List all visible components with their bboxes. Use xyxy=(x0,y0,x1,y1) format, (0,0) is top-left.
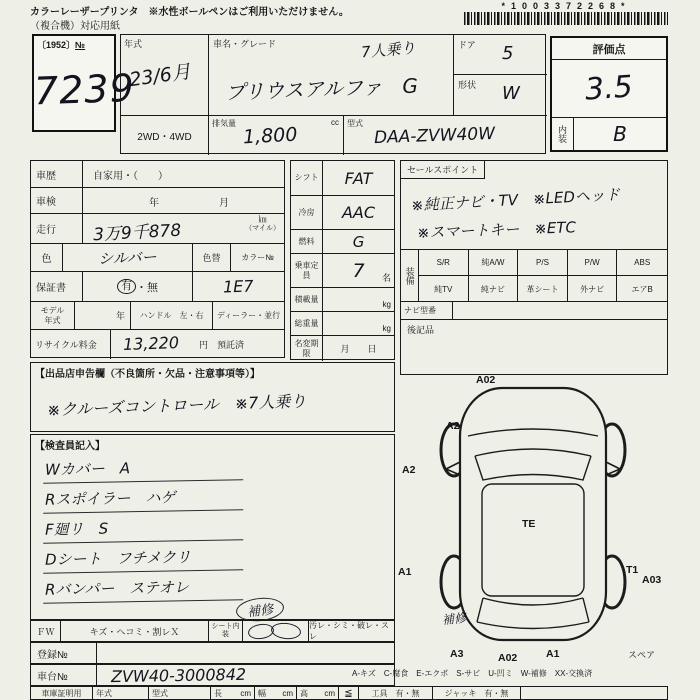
ac-value: AAC xyxy=(341,203,376,222)
dim-width-cell xyxy=(255,687,297,699)
seller-note: ※クルーズコントロール ※7人乗り xyxy=(46,391,307,420)
damage-mark: T1 xyxy=(626,564,639,576)
shift-cell xyxy=(323,161,394,195)
bottom-strip xyxy=(30,686,668,700)
equip-item: エアB xyxy=(631,284,653,294)
load-label: 積載量 xyxy=(291,288,323,311)
inspector-line: Dシート フチメクリ xyxy=(43,545,243,573)
color-no-label: カラー№ xyxy=(241,253,274,262)
row-fuel xyxy=(291,229,394,253)
inspector-line: Rスポイラー ハゲ xyxy=(43,485,243,513)
row-recycle xyxy=(31,329,284,359)
fw-row xyxy=(30,620,395,642)
interior-row xyxy=(552,117,666,150)
fw-label: ＦＷ xyxy=(31,621,61,641)
row-ac xyxy=(291,195,394,229)
equip-item: ABS xyxy=(617,250,667,276)
name-label: 車名・グレード xyxy=(213,39,277,49)
row-capacity xyxy=(291,253,394,287)
stain-options: 汚レ・シミ・破レ・スレ xyxy=(309,621,389,641)
lot-number: 7239 xyxy=(33,65,136,114)
handwritten-circle xyxy=(270,621,302,640)
name-cell xyxy=(209,35,454,115)
scribble-cell xyxy=(243,621,309,641)
navi-label: ナビ型番 xyxy=(401,302,453,319)
recycle-value: 13,220 xyxy=(122,333,180,354)
seats-note: 7人乗り xyxy=(360,38,417,62)
shaken-year: 年 xyxy=(149,198,159,209)
inspector-line: Rバンパー ステオレ xyxy=(43,575,243,603)
model-year-label xyxy=(31,302,75,329)
strip-year-label: 年式 xyxy=(93,687,149,699)
mileage-unit-km: ㎞ xyxy=(258,215,267,224)
vehicle-table xyxy=(120,34,546,154)
mileage-label: 走行 xyxy=(31,214,83,243)
lot-prefix: 〔1952〕 xyxy=(37,40,76,50)
fw-damage-options: キズ・ヘコミ・割レＸ xyxy=(61,621,209,641)
spare-label: スペア xyxy=(628,650,656,660)
capacity-value: 7 xyxy=(352,259,365,282)
cm-unit: cm xyxy=(282,688,293,698)
door-value: 5 xyxy=(502,43,514,64)
dim-height-cell xyxy=(297,687,339,699)
row-weight xyxy=(291,311,394,335)
sales-line1: ※純正ナビ・TV ※LEDヘッド xyxy=(410,185,621,215)
paper-note: （複合機）対応用紙 xyxy=(30,21,120,32)
sales-equip-box xyxy=(400,160,668,375)
year-value: 23/6月 xyxy=(127,60,193,92)
printer-note: カラーレーザープリンタ ※水性ボールペンはご利用いただけません。 xyxy=(30,7,349,18)
shape-cell xyxy=(454,75,547,115)
cm-unit: cm xyxy=(240,688,251,698)
drive-cell: 2WD・4WD xyxy=(121,115,209,155)
dim-length-cell xyxy=(211,687,255,699)
fuel-value: G xyxy=(352,232,365,251)
navi-row xyxy=(401,301,667,319)
interior-value: B xyxy=(613,122,627,146)
inspector-line: Wカバー A xyxy=(43,455,243,483)
repair-note-circled: 補修 xyxy=(235,596,285,624)
interior-label: 内装 xyxy=(552,118,574,150)
shape-label: 形状 xyxy=(458,80,477,90)
damage-mark: A1 xyxy=(398,566,412,578)
spec-table xyxy=(290,160,395,360)
equip-item: 純TV xyxy=(419,276,469,302)
dim-width-label: 幅 xyxy=(258,688,266,698)
lot-no-label: № xyxy=(75,40,86,50)
equip-item: S/R xyxy=(419,250,469,276)
dealer-label: ディーラー・並行 xyxy=(216,311,281,320)
dim-height-label: 高 xyxy=(300,688,308,698)
row-rename xyxy=(291,335,394,361)
equipment-label: 装備 xyxy=(401,250,419,301)
warranty-sep: ・ xyxy=(136,281,147,294)
model-label: 型式 xyxy=(347,119,363,128)
jack-label: ジャッキ 有・無 xyxy=(433,687,521,699)
registration-row xyxy=(30,642,395,664)
cm-unit: cm xyxy=(324,688,335,698)
model-cell xyxy=(344,115,547,155)
row-load xyxy=(291,287,394,311)
fuel-label: 燃料 xyxy=(291,230,323,253)
shift-label: シフト xyxy=(291,161,323,195)
damage-mark: A02 xyxy=(476,374,496,386)
displacement-unit: cc xyxy=(331,118,339,127)
rating-box xyxy=(550,36,668,152)
chassis-label: 車台№ xyxy=(31,665,97,685)
equip-item: P/S xyxy=(518,250,568,276)
row-shift xyxy=(291,161,394,195)
year-cell xyxy=(121,35,209,115)
row-shaken xyxy=(31,187,284,213)
strip-model-label: 型式 xyxy=(149,687,211,699)
damage-mark: A3 xyxy=(450,648,464,660)
mileage-unit xyxy=(245,216,280,232)
capacity-label: 乗車定員 xyxy=(291,254,323,287)
rating-score-area xyxy=(552,60,666,116)
barcode-bars xyxy=(464,12,668,25)
damage-diagram xyxy=(398,372,668,664)
door-cell xyxy=(454,35,547,75)
color-no-value: 1E7 xyxy=(222,276,255,297)
load-unit: kg xyxy=(382,300,391,309)
barcode xyxy=(464,1,668,25)
history-value: 自家用・（ ） xyxy=(93,170,168,182)
warranty-value-cell xyxy=(83,272,193,301)
warranty-yes: 有 xyxy=(117,279,136,295)
recycle-unit: 円 預託済 xyxy=(199,340,245,350)
damage-mark: A2 xyxy=(446,420,460,432)
chassis-row xyxy=(30,664,395,686)
ac-label: 冷房 xyxy=(291,196,323,229)
later-items-label: 後記品 xyxy=(407,325,435,335)
shaken-label: 車検 xyxy=(31,188,83,213)
interior-value-area xyxy=(574,118,666,150)
dim-length-label: 長 xyxy=(214,688,222,698)
equip-item: P/W xyxy=(568,250,618,276)
shaken-month: 月 xyxy=(219,198,229,209)
handwritten-mark: ≦ xyxy=(339,687,359,699)
tools-label: 工具 有・無 xyxy=(359,687,433,699)
equip-item: 純A/W xyxy=(469,250,519,276)
diagram-repair-note: 補修 xyxy=(441,610,467,628)
shape-value: W xyxy=(502,83,520,104)
shift-value: FAT xyxy=(344,168,373,188)
seller-header: 【出品店申告欄（不良箇所・欠品・注意事項等）】 xyxy=(35,369,260,380)
color-no-cell xyxy=(193,272,284,301)
model-year-cell: 年 xyxy=(75,302,131,329)
row-history xyxy=(31,161,284,187)
displacement-cell xyxy=(209,115,344,155)
garage-label: 車庫証明用 xyxy=(31,687,93,699)
color-change-label: 色替 xyxy=(193,244,231,271)
displacement-value: 1,800 xyxy=(242,123,298,149)
diagram-center-mark: TE xyxy=(522,518,536,530)
equip-item: 外ナビ xyxy=(568,276,618,302)
later-items-box xyxy=(401,319,667,376)
rename-label: 名変期限 xyxy=(291,336,323,361)
chassis-value-cell xyxy=(97,665,394,685)
displacement-label: 排気量 xyxy=(212,119,236,128)
model-value: DAA-ZVW40W xyxy=(373,123,496,149)
inspector-line: F廻リ S xyxy=(43,515,243,543)
warranty-label: 保証書 xyxy=(31,272,83,301)
color-value-cell xyxy=(63,244,193,271)
row-warranty xyxy=(31,271,284,301)
damage-mark: A02 xyxy=(498,652,518,664)
seat-label: シート内装 xyxy=(209,621,243,641)
model-year-label-2: 年式 xyxy=(44,315,61,325)
capacity-unit: 名 xyxy=(381,273,391,283)
equipment-block xyxy=(401,249,667,301)
damage-legend: A-キズ C-腐食 E-エクボ S-サビ U-凹ミ W-補修 XX-交換済 xyxy=(352,669,593,678)
seller-declaration-box xyxy=(30,362,395,432)
weight-label: 総重量 xyxy=(291,312,323,335)
name-value: プリウスアルファ G xyxy=(224,73,419,105)
equip-item: 純ナビ xyxy=(469,276,519,302)
ac-cell xyxy=(323,196,394,229)
row-mileage xyxy=(31,213,284,246)
warranty-no: 無 xyxy=(147,281,158,294)
color-label: 色 xyxy=(31,244,63,271)
mileage-unit-mile: （マイル） xyxy=(245,224,280,232)
door-label: ドア xyxy=(458,40,476,50)
equipment-grid xyxy=(419,250,667,301)
recycle-label: リサイクル料金 xyxy=(31,330,111,359)
damage-mark: A2 xyxy=(402,464,416,476)
sales-line2: ※スマートキー ※ETC xyxy=(416,218,577,242)
fuel-cell xyxy=(323,230,394,253)
mileage-value: 3万9千878 xyxy=(92,220,182,246)
sales-label: セールスポイント xyxy=(401,161,485,179)
row-color xyxy=(31,243,284,271)
rating-score: 3.5 xyxy=(583,68,635,108)
inspector-header: 【検査員記入】 xyxy=(35,441,105,452)
damage-mark: A03 xyxy=(642,574,662,586)
lot-label xyxy=(37,38,85,51)
color-value: シルバー xyxy=(97,247,158,269)
barcode-text: *1003372268* xyxy=(501,1,631,11)
damage-mark: A1 xyxy=(546,648,560,660)
registration-label: 登録№ xyxy=(31,643,97,663)
row-model-year xyxy=(31,301,284,329)
year-label: 年式 xyxy=(124,39,143,49)
detail-table xyxy=(30,160,285,358)
handle-label: ハンドル 左・右 xyxy=(131,302,213,329)
model-year-label-1: モデル xyxy=(40,306,65,316)
rename-value: 月 日 xyxy=(340,344,377,354)
rating-label: 評価点 xyxy=(552,38,666,60)
history-label: 車歴 xyxy=(31,161,83,187)
inspector-box xyxy=(30,434,395,620)
chassis-value: ZVW40-3000842 xyxy=(110,664,247,686)
weight-unit: kg xyxy=(382,324,391,333)
equip-item: 革シート xyxy=(518,276,568,302)
